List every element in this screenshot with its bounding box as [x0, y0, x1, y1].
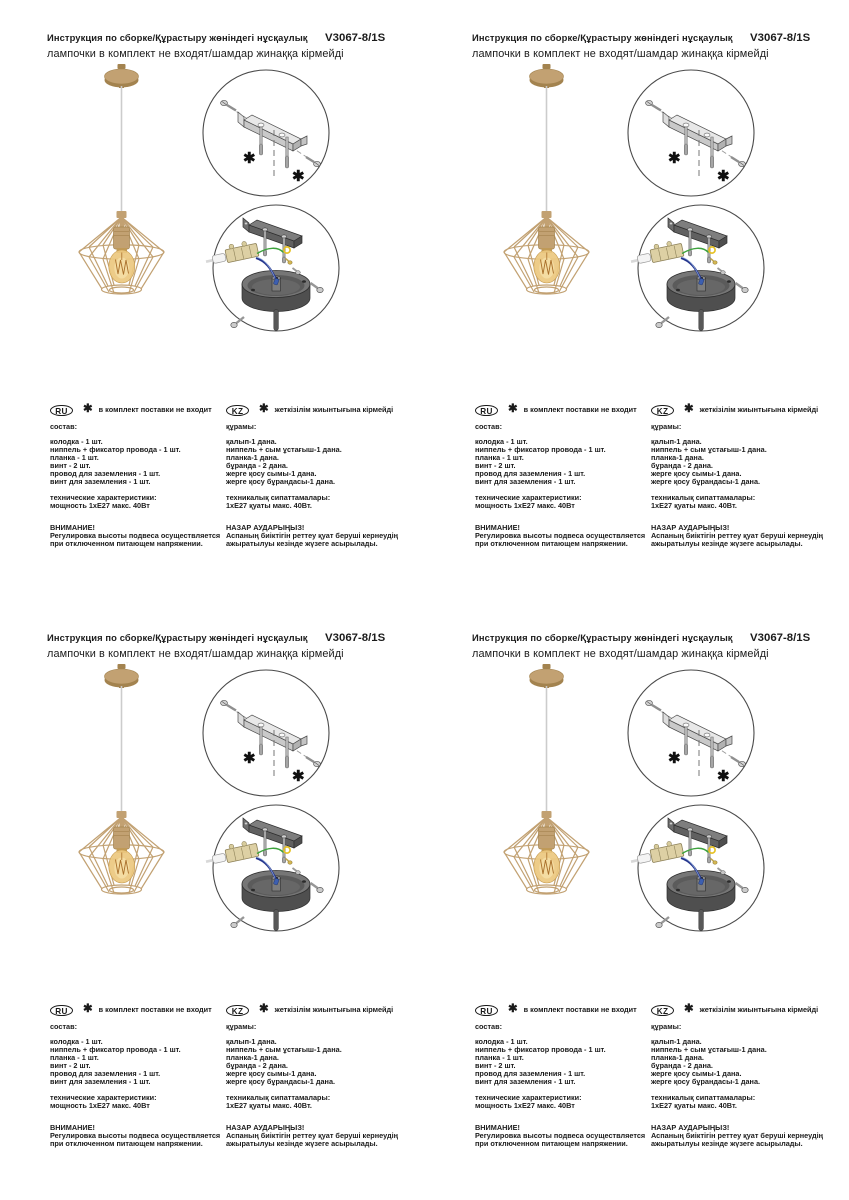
- kz-parts-list-title: құрамы:: [651, 422, 682, 431]
- ru-parts-list-title: состав:: [475, 1022, 503, 1031]
- kz-badge-row: [651, 404, 818, 417]
- specs-title: технические характеристики:: [50, 493, 157, 502]
- warning-title: НАЗАР АУДАРЫҢЫЗ!: [651, 523, 730, 532]
- canopy-detail-circle: [629, 205, 764, 331]
- ru-parts-list-title: состав:: [50, 1022, 78, 1031]
- warning-text: Регулировка высоты подвеса осуществляется: [50, 531, 221, 541]
- part-item: ниппель + фиксатор провода - 1 шт.: [475, 445, 606, 455]
- part-item: жерге қосу бұрандасы-1 дана.: [226, 477, 336, 487]
- specs-title: технические характеристики:: [50, 1093, 157, 1102]
- warning-text: Аспаның биіктігін реттеу қуат беруші кернеудің: [226, 1131, 399, 1141]
- kz-badge-row: [651, 1004, 818, 1017]
- specs-value: мощность 1хЕ27 макс. 40Вт: [50, 501, 150, 511]
- ru-parts-list-title: состав:: [475, 422, 503, 431]
- kz-specs: [651, 1094, 755, 1110]
- model-number: V3067-8/1S: [325, 32, 386, 44]
- hanging-screw-2: [710, 737, 713, 768]
- part-item: винт для заземления - 1 шт.: [50, 477, 151, 487]
- part-item: провод для заземления - 1 шт.: [475, 469, 586, 479]
- lamp-socket: [539, 827, 555, 853]
- bracket-detail-circle: [628, 670, 754, 796]
- canopy-side-screw-left: [656, 917, 669, 928]
- part-item: колодка - 1 шт.: [50, 437, 103, 446]
- kz-not-included-note: жеткізілім жиынтығына кірмейді: [274, 405, 394, 415]
- header-line: [47, 28, 385, 46]
- asterisk-mark: ✱: [668, 750, 681, 767]
- part-item: колодка - 1 шт.: [475, 437, 528, 446]
- part-item: бұранда - 2 дана.: [651, 461, 713, 471]
- instruction-title: Инструкция по сборке/Құрастыру жөніндегі нұсқаулық: [47, 632, 308, 643]
- instruction-title: Инструкция по сборке/Құрастыру жөніндегі нұсқаулық: [472, 32, 733, 43]
- model-number: V3067-8/1S: [750, 32, 811, 44]
- specs-title: техникалық сипаттамалары:: [226, 1093, 331, 1102]
- bracket-detail-circle: [203, 670, 329, 796]
- hanging-screw-1: [259, 727, 262, 755]
- bracket-detail-circle: [628, 70, 754, 196]
- ru-parts-list: [50, 438, 181, 487]
- part-item: планка - 1 шт.: [50, 453, 99, 463]
- asterisk-mark: ✱: [243, 150, 256, 167]
- part-item: винт - 2 шт.: [475, 461, 516, 471]
- instruction-title: Инструкция по сборке/Құрастыру жөніндегі нұсқаулық: [472, 632, 733, 643]
- asterisk-mark: ✱: [292, 168, 305, 185]
- asterisk-mark: ✱: [83, 403, 93, 416]
- ru-badge-row: [50, 1004, 212, 1017]
- ground-screw: [713, 261, 717, 264]
- part-item: жерге қосу сымы-1 дана.: [651, 469, 742, 479]
- specs-title: техникалық сипаттамалары:: [651, 1093, 756, 1102]
- warning-text: ажыратылуы кезінде жүзеге асырылады.: [651, 1139, 803, 1149]
- edison-bulb: [109, 850, 135, 883]
- warning-text: при отключенном питающем напряжении.: [475, 1139, 628, 1149]
- warning-text: при отключенном питающем напряжении.: [50, 1139, 203, 1149]
- ru-warning: [50, 524, 220, 548]
- part-item: планка-1 дана.: [651, 453, 704, 463]
- canopy-detail-circle: [629, 805, 764, 931]
- part-item: ниппель + сым ұстағыш-1 дана.: [651, 445, 767, 455]
- part-item: планка - 1 шт.: [475, 453, 524, 463]
- part-item: планка-1 дана.: [226, 453, 279, 463]
- ru-warning: [475, 524, 645, 548]
- warning-text: при отключенном питающем напряжении.: [475, 539, 628, 549]
- part-item: винт - 2 шт.: [50, 461, 91, 471]
- specs-value: 1хЕ27 қуаты макс. 40Вт.: [651, 501, 737, 511]
- part-item: қалып-1 дана.: [651, 1037, 702, 1046]
- kz-parts-list: [651, 438, 767, 487]
- part-item: планка-1 дана.: [651, 1053, 704, 1063]
- part-item: планка - 1 шт.: [50, 1053, 99, 1063]
- part-item: ниппель + фиксатор провода - 1 шт.: [50, 445, 181, 455]
- kz-parts-list-title: құрамы:: [651, 1022, 682, 1031]
- instruction-card: [0, 600, 424, 1200]
- instruction-card: [425, 0, 849, 600]
- model-number: V3067-8/1S: [750, 632, 811, 644]
- edison-bulb: [109, 250, 135, 283]
- asterisk-mark: ✱: [508, 1003, 518, 1016]
- specs-value: 1хЕ27 қуаты макс. 40Вт.: [226, 1101, 312, 1111]
- part-item: қалып-1 дана.: [226, 437, 277, 446]
- part-item: жерге қосу бұрандасы-1 дана.: [651, 1077, 761, 1087]
- warning-title: НАЗАР АУДАРЫҢЫЗ!: [226, 523, 305, 532]
- kz-language-badge: KZ: [651, 1005, 674, 1017]
- part-item: ниппель + сым ұстағыш-1 дана.: [226, 1045, 342, 1055]
- asterisk-mark: ✱: [717, 168, 730, 185]
- ru-parts-list-title: состав:: [50, 422, 78, 431]
- header-line: [472, 28, 810, 46]
- warning-text: ажыратылуы кезінде жүзеге асырылады.: [226, 539, 378, 549]
- kz-not-included-note: жеткізілім жиынтығына кірмейді: [274, 1005, 394, 1015]
- canopy-side-screw-left: [231, 917, 244, 928]
- kz-warning: [226, 524, 398, 548]
- ground-screw: [288, 861, 292, 864]
- pendant-lamp-drawing: [79, 664, 164, 894]
- kz-warning: [651, 1124, 823, 1148]
- hanging-screw-1: [684, 727, 687, 755]
- warning-title: НАЗАР АУДАРЫҢЫЗ!: [651, 1123, 730, 1132]
- part-item: бұранда - 2 дана.: [226, 461, 288, 471]
- header-line: [47, 628, 385, 646]
- asterisk-mark: ✱: [243, 750, 256, 767]
- instruction-title: Инструкция по сборке/Құрастыру жөніндегі нұсқаулық: [47, 32, 308, 43]
- pendant-lamp-drawing: [504, 64, 589, 294]
- specs-title: техникалық сипаттамалары:: [651, 493, 756, 502]
- part-item: ниппель + фиксатор провода - 1 шт.: [50, 1045, 181, 1055]
- asterisk-mark: ✱: [259, 1003, 269, 1016]
- bulb-note-subtitle: лампочки в комплект не входят/шамдар жинаққа кірмейді: [47, 648, 344, 660]
- ru-warning: [50, 1124, 220, 1148]
- warning-text: Регулировка высоты подвеса осуществляется: [475, 1131, 646, 1141]
- part-item: винт для заземления - 1 шт.: [475, 477, 576, 487]
- canopy-side-screw-left: [231, 317, 244, 328]
- card-header: [472, 628, 810, 660]
- part-item: колодка - 1 шт.: [475, 1037, 528, 1046]
- warning-title: НАЗАР АУДАРЫҢЫЗ!: [226, 1123, 305, 1132]
- warning-text: Регулировка высоты подвеса осуществляется: [475, 531, 646, 541]
- ru-parts-list: [475, 1038, 606, 1087]
- hanging-screw-1: [684, 127, 687, 155]
- ru-not-included-note: в комплект поставки не входит: [523, 1005, 637, 1015]
- kz-language-badge: KZ: [226, 405, 249, 417]
- part-item: колодка - 1 шт.: [50, 1037, 103, 1046]
- hanging-screw-1: [259, 127, 262, 155]
- part-item: жерге қосу сымы-1 дана.: [226, 469, 317, 479]
- kz-badge-row: [226, 1004, 393, 1017]
- kz-warning: [651, 524, 823, 548]
- warning-text: Аспаның биіктігін реттеу қуат беруші кернеудің: [226, 531, 399, 541]
- ground-screw: [713, 861, 717, 864]
- ru-language-badge: RU: [50, 405, 73, 417]
- bulb-note-subtitle: лампочки в комплект не входят/шамдар жинаққа кірмейді: [472, 648, 769, 660]
- part-item: винт - 2 шт.: [50, 1061, 91, 1071]
- lamp-socket: [539, 227, 555, 253]
- specs-value: мощность 1хЕ27 макс. 40Вт: [50, 1101, 150, 1111]
- canopy-side-screw-left: [656, 317, 669, 328]
- ru-specs: [50, 1094, 157, 1110]
- lamp-socket: [114, 827, 130, 853]
- hanging-screw-2: [710, 137, 713, 168]
- ground-screw: [288, 261, 292, 264]
- specs-value: мощность 1хЕ27 макс. 40Вт: [475, 1101, 575, 1111]
- part-item: жерге қосу сымы-1 дана.: [226, 1069, 317, 1079]
- part-item: жерге қосу бұрандасы-1 дана.: [226, 1077, 336, 1087]
- ru-language-badge: RU: [475, 1005, 498, 1017]
- warning-text: Аспаның биіктігін реттеу қуат беруші кернеудің: [651, 1131, 824, 1141]
- bulb-note-subtitle: лампочки в комплект не входят/шамдар жинаққа кірмейді: [472, 48, 769, 60]
- hanging-screw-2: [285, 737, 288, 768]
- warning-title: ВНИМАНИЕ!: [475, 1123, 520, 1132]
- specs-title: технические характеристики:: [475, 1093, 582, 1102]
- lamp-socket: [114, 227, 130, 253]
- bracket-detail-circle: [203, 70, 329, 196]
- ru-badge-row: [475, 1004, 637, 1017]
- ru-not-included-note: в комплект поставки не входит: [98, 405, 212, 415]
- header-line: [472, 628, 810, 646]
- warning-title: ВНИМАНИЕ!: [50, 1123, 95, 1132]
- kz-parts-list: [226, 1038, 342, 1087]
- pendant-lamp-drawing: [504, 664, 589, 894]
- kz-parts-list: [651, 1038, 767, 1087]
- part-item: бұранда - 2 дана.: [651, 1061, 713, 1071]
- kz-parts-list-title: құрамы:: [226, 422, 257, 431]
- asterisk-mark: ✱: [684, 403, 694, 416]
- canopy-detail-circle: [204, 805, 339, 931]
- kz-language-badge: KZ: [226, 1005, 249, 1017]
- part-item: қалып-1 дана.: [651, 437, 702, 446]
- part-item: винт - 2 шт.: [475, 1061, 516, 1071]
- card-header: [472, 28, 810, 60]
- hanging-screw-2: [285, 137, 288, 168]
- specs-value: 1хЕ27 қуаты макс. 40Вт.: [226, 501, 312, 511]
- ru-badge-row: [50, 404, 212, 417]
- asterisk-mark: ✱: [508, 403, 518, 416]
- warning-text: при отключенном питающем напряжении.: [50, 539, 203, 549]
- part-item: планка-1 дана.: [226, 1053, 279, 1063]
- asterisk-mark: ✱: [292, 768, 305, 785]
- ru-warning: [475, 1124, 645, 1148]
- ru-specs: [50, 494, 157, 510]
- warning-text: ажыратылуы кезінде жүзеге асырылады.: [651, 539, 803, 549]
- asterisk-mark: ✱: [83, 1003, 93, 1016]
- kz-warning: [226, 1124, 398, 1148]
- part-item: провод для заземления - 1 шт.: [50, 469, 161, 479]
- part-item: ниппель + сым ұстағыш-1 дана.: [226, 445, 342, 455]
- kz-not-included-note: жеткізілім жиынтығына кірмейді: [699, 405, 819, 415]
- part-item: ниппель + сым ұстағыш-1 дана.: [651, 1045, 767, 1055]
- part-item: винт для заземления - 1 шт.: [475, 1077, 576, 1087]
- part-item: планка - 1 шт.: [475, 1053, 524, 1063]
- specs-value: 1хЕ27 қуаты макс. 40Вт.: [651, 1101, 737, 1111]
- part-item: қалып-1 дана.: [226, 1037, 277, 1046]
- ru-specs: [475, 1094, 582, 1110]
- kz-specs: [226, 1094, 330, 1110]
- ru-parts-list: [475, 438, 606, 487]
- ru-language-badge: RU: [50, 1005, 73, 1017]
- edison-bulb: [534, 850, 560, 883]
- ru-badge-row: [475, 404, 637, 417]
- instruction-card: [425, 600, 849, 1200]
- part-item: провод для заземления - 1 шт.: [50, 1069, 161, 1079]
- ru-parts-list: [50, 1038, 181, 1087]
- card-header: [47, 628, 385, 660]
- specs-title: технические характеристики:: [475, 493, 582, 502]
- kz-badge-row: [226, 404, 393, 417]
- ru-specs: [475, 494, 582, 510]
- pendant-lamp-drawing: [79, 64, 164, 294]
- ru-not-included-note: в комплект поставки не входит: [523, 405, 637, 415]
- bulb-note-subtitle: лампочки в комплект не входят/шамдар жинаққа кірмейді: [47, 48, 344, 60]
- specs-title: техникалық сипаттамалары:: [226, 493, 331, 502]
- asterisk-mark: ✱: [259, 403, 269, 416]
- part-item: жерге қосу бұрандасы-1 дана.: [651, 477, 761, 487]
- asterisk-mark: ✱: [717, 768, 730, 785]
- kz-parts-list: [226, 438, 342, 487]
- ru-not-included-note: в комплект поставки не входит: [98, 1005, 212, 1015]
- asterisk-mark: ✱: [684, 1003, 694, 1016]
- part-item: ниппель + фиксатор провода - 1 шт.: [475, 1045, 606, 1055]
- part-item: жерге қосу сымы-1 дана.: [651, 1069, 742, 1079]
- specs-value: мощность 1хЕ27 макс. 40Вт: [475, 501, 575, 511]
- instruction-card: [0, 0, 424, 600]
- kz-specs: [226, 494, 330, 510]
- asterisk-mark: ✱: [668, 150, 681, 167]
- warning-text: Аспаның биіктігін реттеу қуат беруші кернеудің: [651, 531, 824, 541]
- part-item: бұранда - 2 дана.: [226, 1061, 288, 1071]
- warning-text: Регулировка высоты подвеса осуществляется: [50, 1131, 221, 1141]
- warning-title: ВНИМАНИЕ!: [50, 523, 95, 532]
- kz-specs: [651, 494, 755, 510]
- edison-bulb: [534, 250, 560, 283]
- canopy-detail-circle: [204, 205, 339, 331]
- warning-title: ВНИМАНИЕ!: [475, 523, 520, 532]
- kz-not-included-note: жеткізілім жиынтығына кірмейді: [699, 1005, 819, 1015]
- model-number: V3067-8/1S: [325, 632, 386, 644]
- kz-parts-list-title: құрамы:: [226, 1022, 257, 1031]
- part-item: провод для заземления - 1 шт.: [475, 1069, 586, 1079]
- ru-language-badge: RU: [475, 405, 498, 417]
- card-header: [47, 28, 385, 60]
- warning-text: ажыратылуы кезінде жүзеге асырылады.: [226, 1139, 378, 1149]
- part-item: винт для заземления - 1 шт.: [50, 1077, 151, 1087]
- kz-language-badge: KZ: [651, 405, 674, 417]
